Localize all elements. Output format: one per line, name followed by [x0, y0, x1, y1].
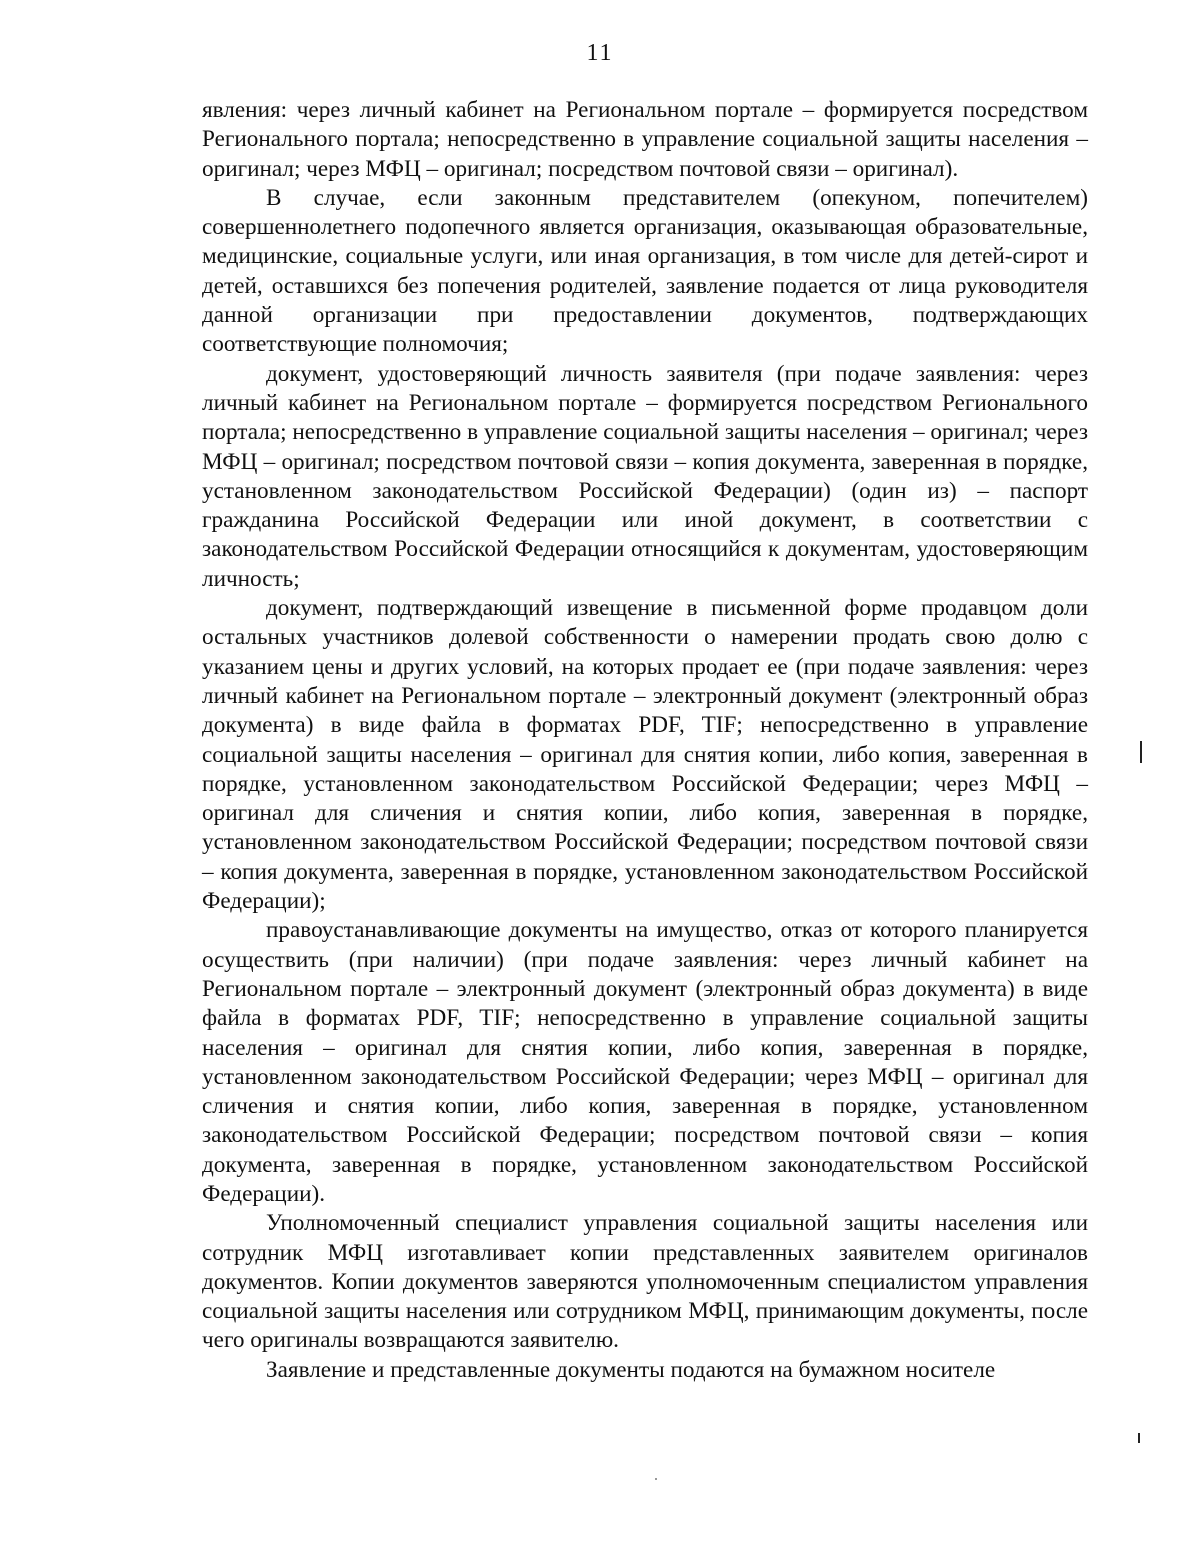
page-number: 11 — [586, 40, 614, 66]
paragraph-continuation: явления: через личный кабинет на Региональном портале – формируется посредством Регионального портала; непосредственно в управление социальной защиты населения – оригинал; через МФЦ – оригинал; посредством почтовой связи – оригинал). — [202, 97, 1088, 182]
margin-mark — [1140, 741, 1142, 763]
paragraph-legal-representative: В случае, если законным представителем (опекуном, попечителем) совершеннолетнего подопечного является организация, оказывающая образовательные, медицинские, социальные услуги, или иная организация, в том числе для детей-сирот и детей, оставшихся без попечения родителей, заявление подается от лица руководителя данной организации при предоставлении документов, подтверждающих соответствующие полномочия; — [202, 184, 1088, 358]
scan-speck — [655, 1478, 657, 1480]
paragraph-paper-submission: Заявление и представленные документы подаются на бумажном носителе — [266, 1356, 996, 1383]
paragraph-copies-certification: Уполномоченный специалист управления социальной защиты населения или сотрудник МФЦ изготавливает копии представленных заявителем оригиналов документов. Копии документов заверяются уполномоченным специалистом управления социальной защиты населения или сотрудником МФЦ, принимающим документы, после чего оригиналы возвращаются заявителю. — [202, 1210, 1088, 1354]
paragraph-title-documents: правоустанавливающие документы на имущество, отказ от которого планируется осуществить (при наличии) (при подаче заявления: через личный кабинет на Региональном портале – электронный документ (электронный образ документа) в виде файла в форматах PDF, TIF; непосредственно в управление социальной защиты населения – оригинал для снятия копии, либо копия, заверенная в порядке, установленном законодательством Российской Федерации; через МФЦ – оригинал для сличения и снятия копии, либо копия, заверенная в порядке, установленном законодательством Российской Федерации; посредством почтовой связи – копия документа, заверенная в порядке, установленном законодательством Российской Федерации). — [202, 917, 1088, 1207]
paragraph-seller-notice: документ, подтверждающий извещение в письменной форме продавцом доли остальных участников долевой собственности о намерении продать свою долю с указанием цены и других условий, на которых продает ее (при подаче заявления: через личный кабинет на Региональном портале – электронный документ (электронный образ документа) в виде файла в форматах PDF, TIF; непосредственно в управление социальной защиты населения – оригинал для снятия копии, либо копия, заверенная в порядке, установленном законодательством Российской Федерации; через МФЦ – оригинал для сличения и снятия копии, либо копия, заверенная в порядке, установленном законодательством Российской Федерации; посредством почтовой связи – копия документа, заверенная в порядке, установленном законодательством Российской Федерации); — [202, 595, 1088, 915]
margin-mark — [1138, 1433, 1140, 1443]
document-body — [202, 96, 1088, 1385]
paragraph-identity-document: документ, удостоверяющий личность заявителя (при подаче заявления: через личный кабинет на Региональном портале – формируется посредством Регионального портала; непосредственно в управление социальной защиты населения – оригинал; через МФЦ – оригинал; посредством почтовой связи – копия документа, заверенная в порядке, установленном законодательством Российской Федерации) (один из) – паспорт гражданина Российской Федерации или иной документ, в соответствии с законодательством Российской Федерации относящийся к документам, удостоверяющим личность; — [202, 360, 1088, 592]
